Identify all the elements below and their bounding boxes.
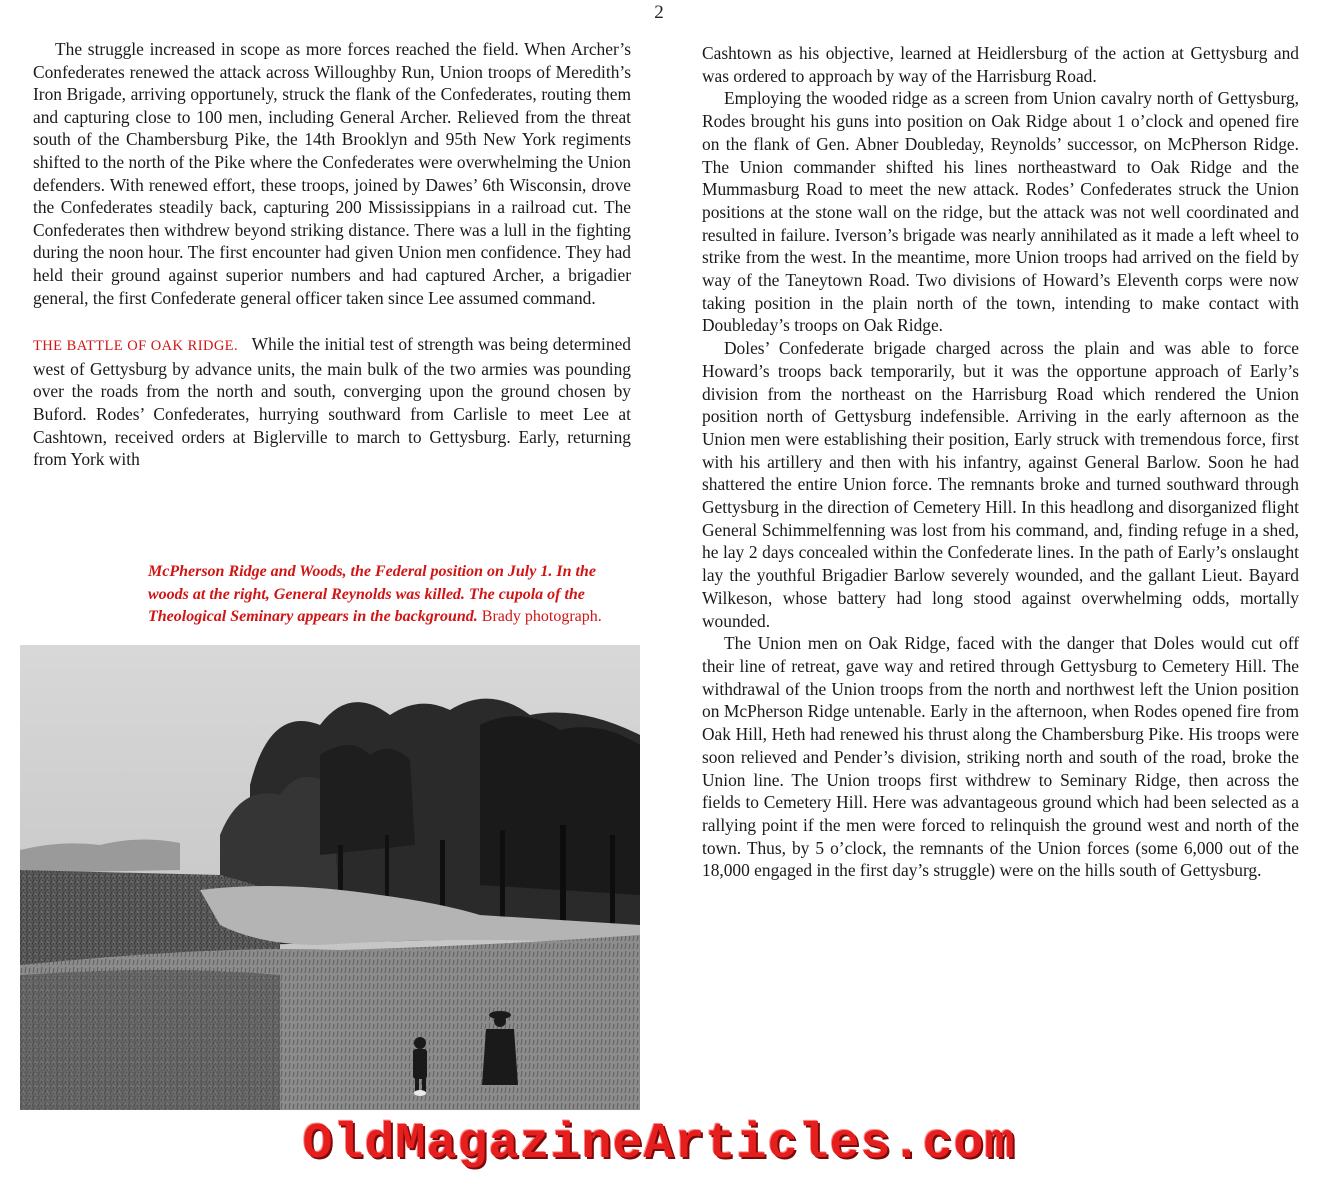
page-number: 2 [654,2,664,23]
right-paragraph-4: The Union men on Oak Ridge, faced with the danger that Doles would cut off their line of retreat, gave way and retired through Gettysburg to Cemetery Hill. The withdrawal of the Union troops from the north and northwest left the Union position on McPherson Ridge untenable. Early in the afternoon, when Rodes opened fire from Oak Hill, Heth had renewed his thrust along the Chambersburg Pike. His troops were soon relieved and Pender’s division, striking north and south of the road, broke the Union line. The Union troops first withdrew to Seminary Ridge, then across the fields to Cemetery Hill. Here was advantageous ground which had been selected as a rallying point if the men were forced to relinquish the ground west and north of the town. Thus, by 5 o’clock, the remnants of the Union forces (some 6,000 out of the 18,000 engaged in the first day’s struggle) were on the hills south of Gettysburg. [702,633,1299,881]
caption-credit: Brady photograph. [481,608,602,625]
site-watermark: OldMagazineArticles.com [302,1116,1016,1173]
photo-illustration [20,645,640,1110]
right-paragraph-2: Employing the wooded ridge as a screen from Union cavalry north of Gettysburg, Rodes brought his guns into position on Oak Ridge about 1 o’clock and opened fire on the flank of Gen. Abner Doubleday, Reynolds’ successor, on McPherson Ridge. The Union commander shifted his lines northeastward to Oak Ridge and the Mummasburg Road to meet the new attack. Rodes’ Confederates struck the Union positions at the stone wall on the ridge, but the attack was not well coordinated and resulted in failure. Iverson’s brigade was nearly annihilated as it made a left wheel to strike from the west. In the meantime, more Union troops had arrived on the field by way of the Taneytown Road. Two divisions of Howard’s Eleventh corps were now taking position in the plain north of the town, intending to make contact with Doubleday’s troops on Oak Ridge. [702,88,1299,336]
left-paragraph-1: The struggle increased in scope as more forces reached the field. When Archer’s Confederates renewed the attack across Willoughby Run, Union troops of Meredith’s Iron Brigade, arriving opportunely, struck the flank of the Confederates, routing them and capturing close to 100 men, including General Archer. Relieved from the threat south of the Chambersburg Pike, the 14th Brooklyn and 95th New York regiments shifted to the north of the Pike where the Confederates were overwhelming the Union defenders. With renewed effort, these troops, joined by Dawes’ 6th Wisconsin, drove the Confederates steadily back, capturing 200 Mississippians in a railroad cut. The Confederates then withdrew beyond striking distance. There was a lull in the fighting during the noon hour. The first encounter had given Union men confidence. They had held their ground against superior numbers and had captured Archer, a brigadier general, the first Confederate general officer taken since Lee assumed command. [33,39,631,308]
left-paragraph-2-text: While the initial test of strength was being determined west of Gettysburg by advance units, the main bulk of the two armies was pounding over the roads from the north and south, converging upon the ground chosen by Buford. Rodes’ Confederates, hurrying southward from Carlisle to meet Lee at Cashtown, received orders at Biglerville to march to Gettysburg. Early, returning from York with [33,334,632,470]
caption-text: McPherson Ridge and Woods, the Federal position on July 1. In the woods at the right, General Reynolds was killed. The cupola of the Theological Seminary appears in the background. [148,563,596,625]
right-column [702,42,1299,882]
left-column [33,38,631,471]
mcpherson-ridge-photo [20,645,640,1110]
photo-caption [148,561,638,629]
section-heading: THE BATTLE OF OAK RIDGE. [33,338,238,355]
right-paragraph-3: Doles’ Confederate brigade charged across the plain and was able to force Howard’s troops back temporarily, but it was the opportune approach of Early’s division from the northeast on the Harrisburg Road which rendered the Union position north of Gettysburg indefensible. Arriving in the early afternoon as the Union men were establishing their position, Early struck with tremendous force, first with his artillery and then with his infantry, against General Barlow. Soon he had shattered the entire Union force. The remnants broke and turned southward through Gettysburg in the direction of Cemetery Hill. In this headlong and disorganized flight General Schimmelfenning was lost from his command, and, finding refuge in a shed, he lay 2 days concealed within the Confederate lines. In the path of Early’s onslaught lay the youthful Brigadier Barlow severely wounded, and the gallant Lieut. Bayard Wilkeson, whose battery had long stood against overwhelming odds, mortally wounded. [702,338,1299,631]
left-paragraph-2 [33,333,631,471]
right-paragraph-1: Cashtown as his objective, learned at Heidlersburg of the action at Gettysburg and was ordered to approach by way of the Harrisburg Road. [702,43,1299,86]
